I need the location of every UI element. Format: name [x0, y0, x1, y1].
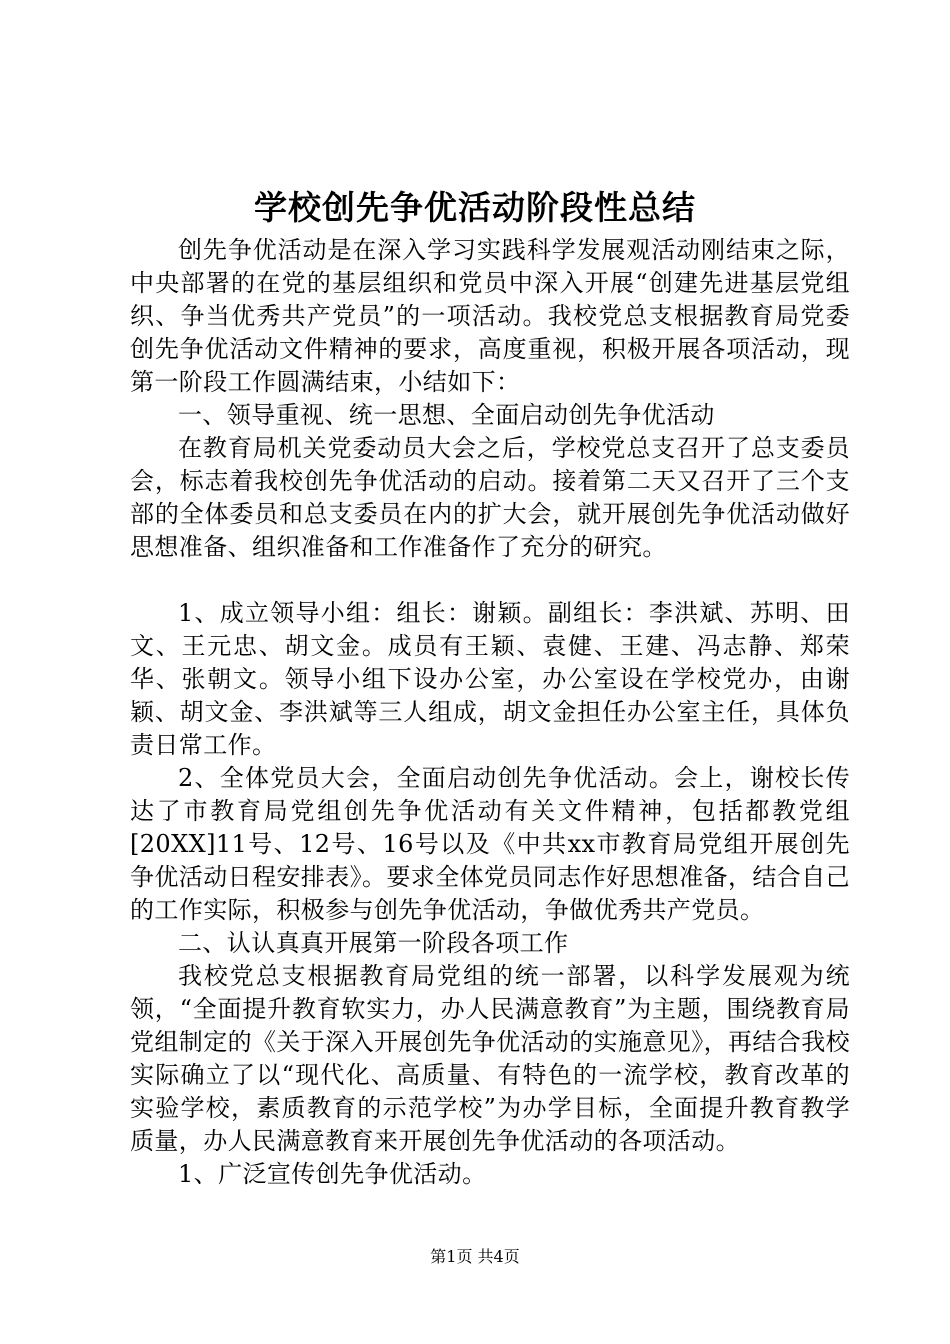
paragraph-section-1: 在教育局机关党委动员大会之后，学校党总支召开了总支委员会，标志着我校创先争优活动的启动。接着第二天又召开了三个支部的全体委员和总支委员在内的扩大会，就开展创先争优活动做好思想准备、组织准备和工作准备作了充分的研究。 [130, 434, 850, 561]
document-body [130, 234, 850, 1191]
paragraph-section-2: 我校党总支根据教育局党组的统一部署，以科学发展观为统领，“全面提升教育软实力，办人民满意教育”为主题，围绕教育局党组制定的《关于深入开展创先争优活动的实施意见》，再结合我校实际确立了以“现代化、高质量、有特色的一流学校，教育改革的实验学校，素质教育的示范学校”为办学目标，全面提升教育教学质量，办人民满意教育来开展创先争优活动的各项活动。 [130, 962, 850, 1155]
page-footer: 第1页 共4页 [430, 1247, 520, 1266]
paragraph-publicity: 1、广泛宣传创先争优活动。 [178, 1160, 487, 1188]
paragraph-party-meeting: 2、全体党员大会，全面启动创先争优活动。会上，谢校长传达了市教育局党组创先争优活动有关文件精神，包括都教党组[20XX]11号、12号、16号以及《中共xx市教育局党组开展创先争优活动日程安排表》。要求全体党员同志作好思想准备，结合自己的工作实际，积极参与创先争优活动，争做优秀共产党员。 [130, 764, 850, 924]
paragraph-intro: 创先争优活动是在深入学习实践科学发展观活动刚结束之际，中央部署的在党的基层组织和党员中深入开展“创建先进基层党组织、争当优秀共产党员”的一项活动。我校党总支根据教育局党委创先争优活动文件精神的要求，高度重视，积极开展各项活动，现第一阶段工作圆满结束，小结如下： [130, 236, 850, 396]
section-heading-1: 一、领导重视、统一思想、全面启动创先争优活动 [178, 401, 715, 429]
paragraph-leadership-group: 1、成立领导小组：组长：谢颖。副组长：李洪斌、苏明、田文、王元忠、胡文金。成员有王颖、袁健、王建、冯志静、郑荣华、张朝文。领导小组下设办公室，办公室设在学校党办，由谢颖、胡文金、李洪斌等三人组成，胡文金担任办公室主任，具体负责日常工作。 [130, 599, 850, 759]
section-heading-2: 二、认认真真开展第一阶段各项工作 [178, 929, 569, 957]
document-title: 学校创先争优活动阶段性总结 [254, 188, 696, 227]
